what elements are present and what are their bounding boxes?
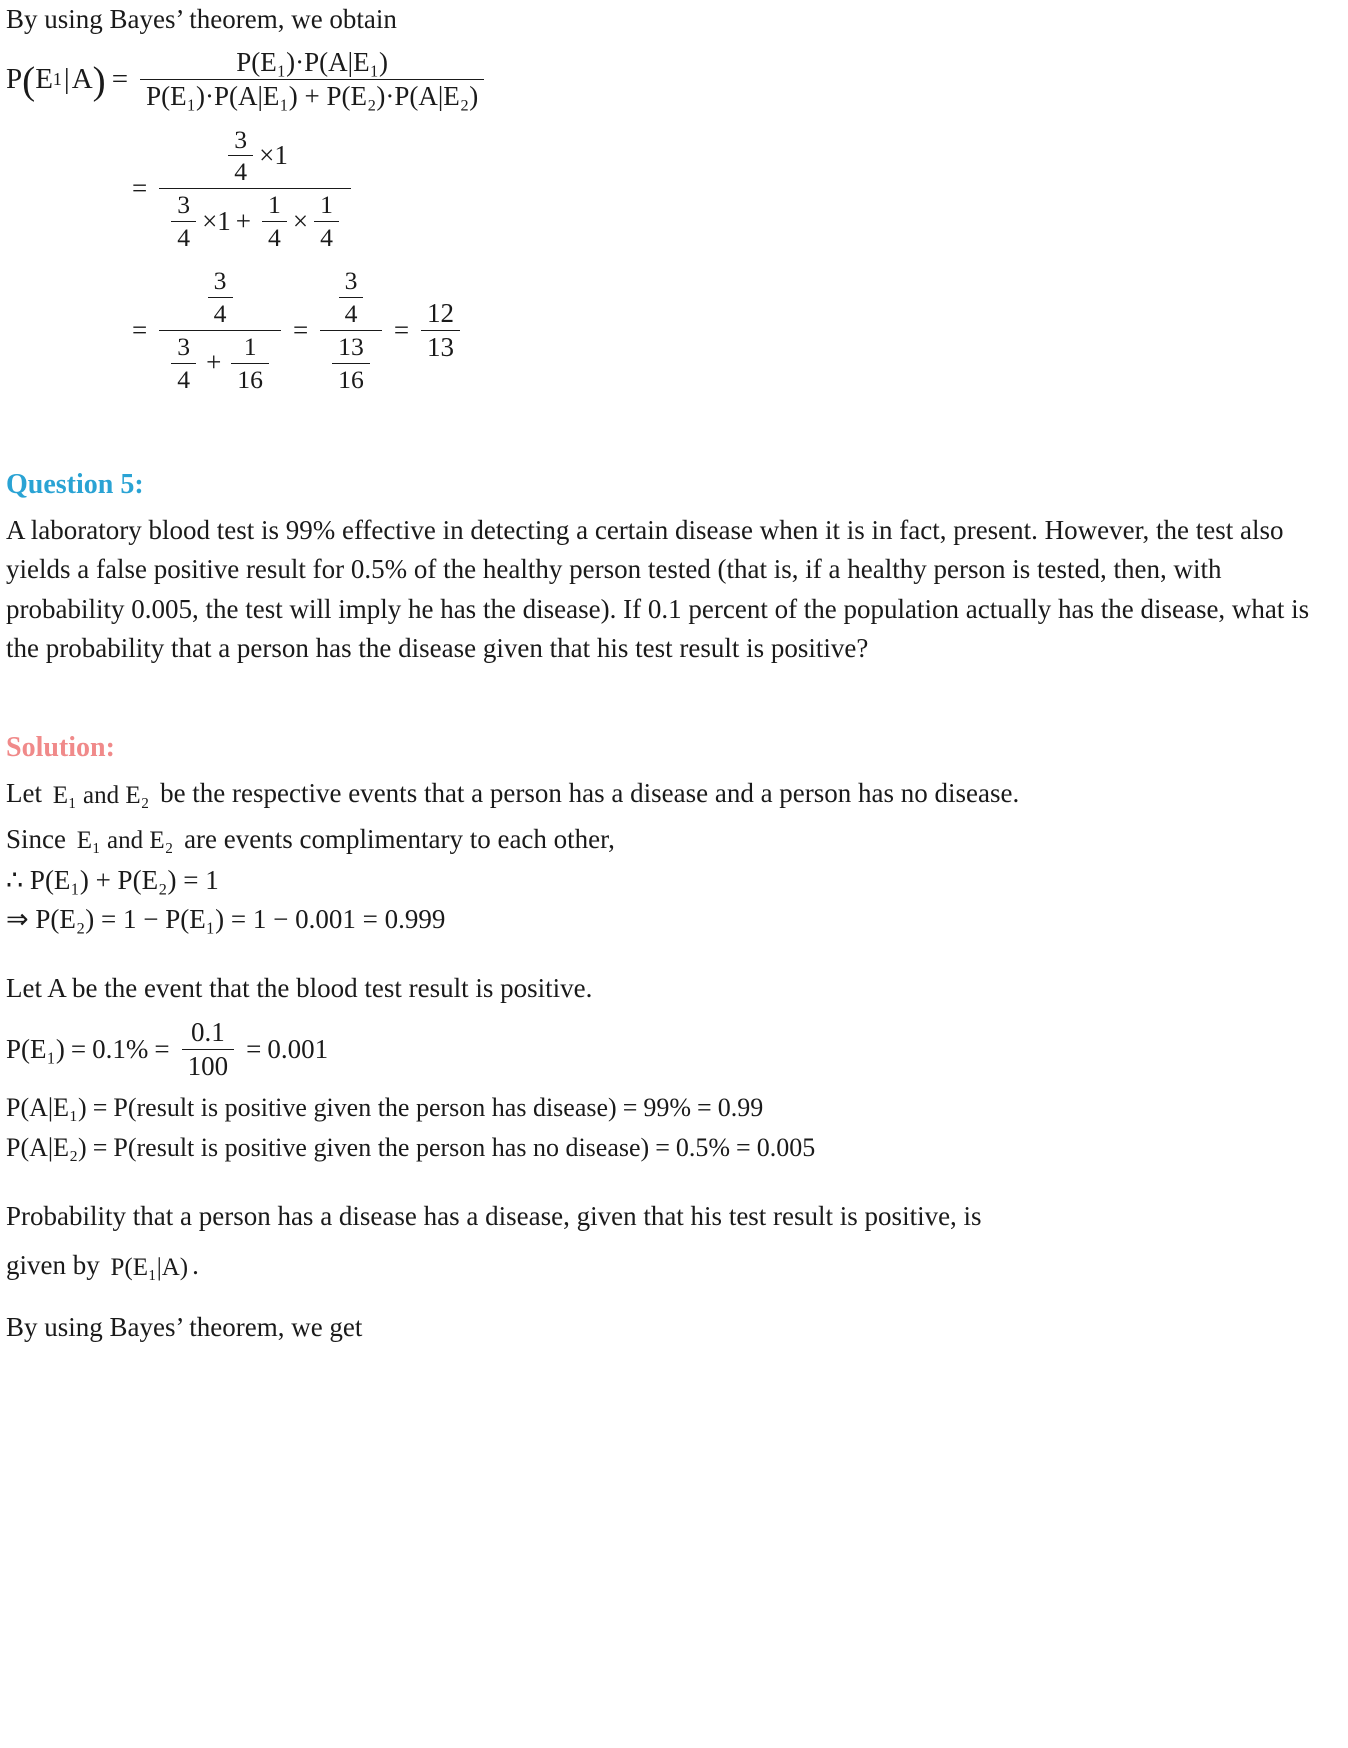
pae2-value: 0.005 (756, 1133, 816, 1163)
step2-a-den-f2-den: 16 (231, 363, 269, 394)
substitution-step-1 (6, 126, 1342, 252)
solution-heading: Solution: (6, 731, 115, 763)
step1-den-plus: + (235, 205, 252, 236)
step1-num-times: ×1 (259, 140, 288, 171)
step2-a-den-f1-den: 4 (171, 363, 196, 394)
question-heading: Question 5: (6, 469, 144, 501)
equation-complement-probability (6, 905, 1342, 935)
bayes-theorem-formula: P ( E 1 | A ) = $\frac{\text{P(E₁)·P(A|E₁)}}{\text{P(E₁)·P(A|E₁) + P(E₂)·P(A|E₂)}}$ (6, 48, 1342, 111)
equation-pe1 (6, 1018, 1342, 1081)
pae1-lhs: P(A|E₁) (6, 1092, 87, 1122)
equation-sum-probabilities (6, 866, 1342, 896)
formula-lhs-sub: 1 (52, 69, 62, 90)
eq-sum-text: ∴ P(E₁) + P(E₂) = 1 (6, 864, 219, 895)
step1-equals: = (132, 172, 148, 203)
step2-a-den-f1-num: 3 (177, 331, 191, 361)
pae2-description: P(result is positive given the person has no disease) (113, 1133, 650, 1163)
pae1-description: P(result is positive given the person has disease) (113, 1092, 617, 1122)
since-suffix: are events complimentary to each other, (184, 823, 615, 854)
pae1-eq3: = (697, 1092, 712, 1122)
step2-result-num: 12 (427, 297, 455, 328)
step2-b-num-num: 3 (344, 266, 358, 296)
bayes-numerator: P(E₁)·P(A|E₁) (236, 47, 388, 78)
pae2-eq2: = (655, 1133, 670, 1163)
probability-statement-line-1: Probability that a person has a disease has a disease, given that his test result is positive, is (6, 1200, 982, 1231)
step1-den-f3-num: 1 (320, 190, 333, 220)
given-by-suffix: . (192, 1249, 199, 1280)
pae1-eq1: = (92, 1092, 108, 1122)
step1-den-f1-num: 3 (177, 190, 191, 220)
step1-den-f2-den: 4 (262, 221, 287, 252)
formula-lhs-arg: A (71, 63, 93, 96)
pae1-value: 0.99 (717, 1092, 764, 1122)
pe1-percent: 0.1% (92, 1034, 149, 1064)
intro-text: By using Bayes’ theorem, we obtain (6, 4, 397, 34)
formula-lhs: P (6, 63, 23, 96)
events-e1-e2-inline-1: E₁ and E₂ (52, 781, 150, 809)
step2-a-num-num: 3 (213, 266, 227, 296)
let-prefix: Let (6, 777, 42, 808)
pe1-eq1: = (70, 1034, 87, 1064)
step2-a-den-plus: + (206, 347, 222, 378)
pe1-lhs: P(E₁) (6, 1034, 65, 1064)
eq-complement-text: ⇒ P(E₂) = 1 − P(E₁) = 1 − 0.001 = 0.999 (6, 904, 446, 935)
question-text: A laboratory blood test is 99% effective in detecting a certain disease when it is in fact, present. However, the test also yields a false positive result for 0.5% of the healthy person tested (that is, if a healthy person is tested, then, with probability 0.005, the test will imply he has the disease). If 0.1 percent of the population actually has the disease, what is the probability that a person has the disease given that his test result is positive? (6, 515, 1310, 663)
pae2-eq3: = (736, 1133, 751, 1163)
pae1-eq2: = (622, 1092, 638, 1122)
given-by-prefix: given by (6, 1249, 100, 1280)
solution-let-line (6, 774, 1342, 814)
step1-den-times2: × (292, 205, 309, 236)
step2-result-den: 13 (421, 330, 460, 362)
formula-equals: = (111, 63, 129, 96)
pe1-eq3: = (246, 1034, 262, 1064)
step2-equals-3: = (393, 314, 410, 345)
step1-den-f2-num: 1 (268, 190, 281, 220)
since-prefix: Since (6, 823, 66, 854)
equation-pa-given-e2 (6, 1134, 1342, 1163)
step1-den-times1: ×1 (202, 205, 231, 236)
substitution-step-2 (6, 267, 1342, 393)
pe1-frac-den: 100 (182, 1049, 235, 1081)
probability-statement-line-2 (6, 1246, 1342, 1286)
step2-b-den-den: 16 (332, 363, 370, 394)
pae2-percent: 0.5% (675, 1133, 731, 1163)
step2-a-den-f2-num: 1 (243, 331, 257, 361)
pe1-value: 0.001 (267, 1034, 329, 1064)
step1-den-f3-den: 4 (314, 221, 339, 252)
step2-b-num-den: 4 (339, 297, 364, 328)
pae1-percent: 99% (643, 1092, 692, 1122)
solution-since-line (6, 820, 1342, 860)
step2-equals: = (132, 314, 148, 345)
pae2-eq1: = (92, 1133, 108, 1163)
step2-b-den-num: 13 (338, 331, 364, 361)
posterior-probability-symbol: P(E₁|A) (110, 1253, 189, 1281)
pae2-lhs: P(A|E₂) (6, 1133, 87, 1163)
step1-num-frac-num: 3 (234, 124, 248, 154)
bayes-denominator: P(E₁)·P(A|E₁) + P(E₂)·P(A|E₂) (140, 79, 484, 111)
event-a-definition: Let A be the event that the blood test result is positive. (6, 973, 593, 1004)
closing-line: By using Bayes’ theorem, we get (6, 1311, 363, 1342)
step1-num-frac-den: 4 (228, 155, 253, 186)
let-suffix: be the respective events that a person has a disease and a person has no disease. (160, 777, 1020, 808)
equation-pa-given-e1 (6, 1094, 1342, 1123)
formula-cond-bar: | (63, 63, 70, 96)
events-e1-e2-inline-2: E₁ and E₂ (76, 827, 174, 855)
step2-a-num-den: 4 (208, 297, 233, 328)
pe1-eq2: = (154, 1034, 170, 1064)
step1-den-f1-den: 4 (171, 221, 196, 252)
step2-equals-2: = (292, 314, 309, 345)
pe1-frac-num: 0.1 (191, 1017, 225, 1048)
